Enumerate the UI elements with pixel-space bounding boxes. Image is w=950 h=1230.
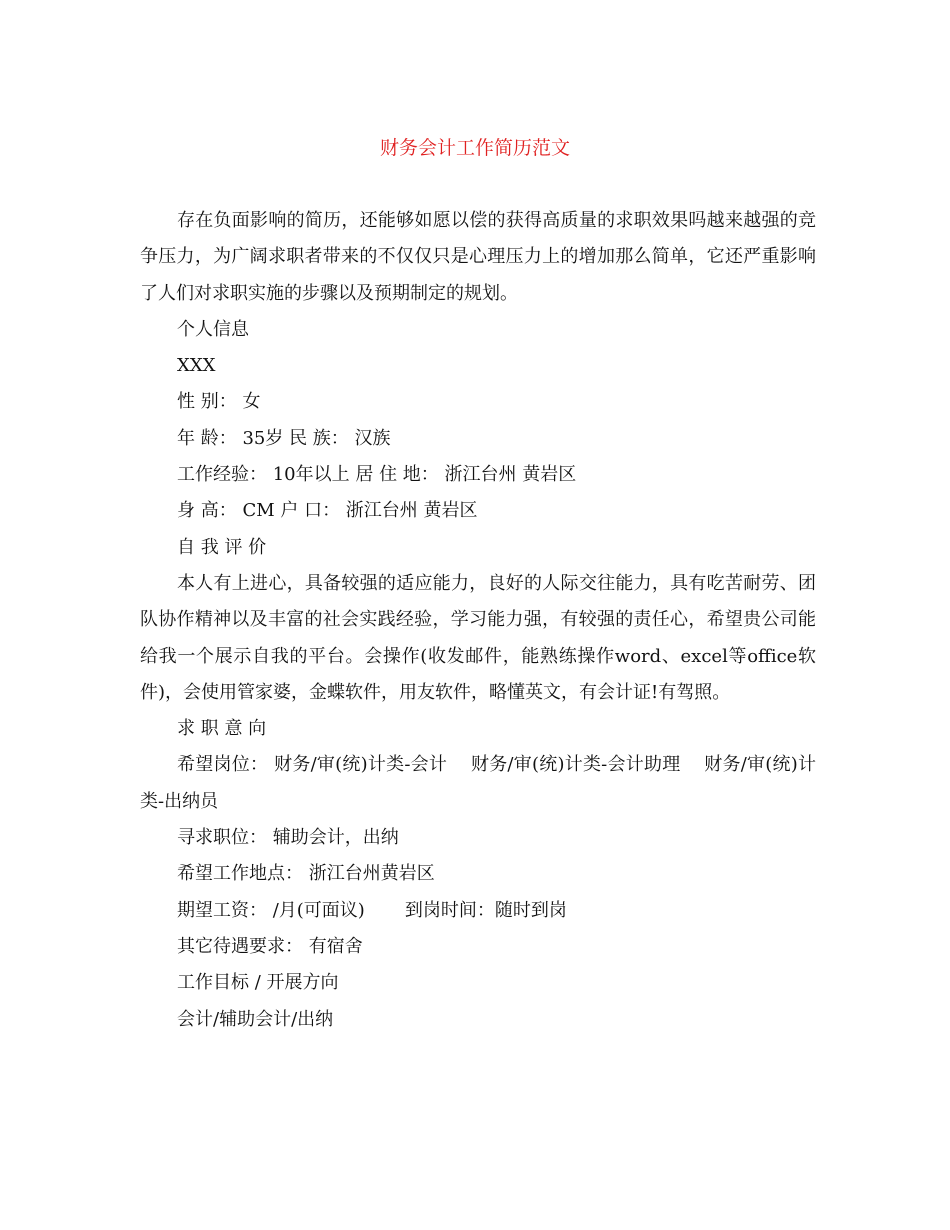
job-intention-heading: 求 职 意 向 [177, 718, 267, 740]
document-body [140, 203, 816, 1038]
personal-info-heading: 个人信息 [177, 318, 249, 340]
seeking-position-line: 寻求职位： 辅助会计，出纳 [177, 827, 399, 849]
name-line: XXX [177, 355, 216, 377]
experience-residence-line: 工作经验： 10年以上 居 住 地： 浙江台州 黄岩区 [177, 464, 577, 486]
intro-paragraph: 存在负面影响的简历，还能够如愿以偿的获得高质量的求职效果吗越来越强的竞争压力，为广阔求职者带来的不仅仅只是心理压力上的增加那么简单，它还严重影响了人们对求职实施的步骤以及预期制定的规划。 [140, 210, 816, 304]
desired-location-line: 希望工作地点： 浙江台州黄岩区 [177, 863, 435, 885]
other-requirements-line: 其它待遇要求： 有宿舍 [177, 935, 363, 957]
height-hukou-line: 身 高： CM 户 口： 浙江台州 黄岩区 [177, 500, 478, 522]
self-evaluation-heading: 自 我 评 价 [177, 536, 267, 558]
desired-positions-line: 希望岗位： 财务/审(统)计类-会计 财务/审(统)计类-会计助理 财务/审(统)计类-出纳员 [140, 754, 816, 812]
document-title: 财务会计工作简历范文 [379, 137, 570, 159]
gender-line: 性 别： 女 [177, 391, 261, 413]
career-goal-heading: 工作目标 / 开展方向 [177, 972, 339, 994]
age-ethnicity-line: 年 龄： 35岁 民 族： 汉族 [177, 427, 391, 449]
salary-availability-line: 期望工资： /月(可面议) 到岗时间：随时到岗 [177, 899, 567, 921]
career-goal-text: 会计/辅助会计/出纳 [177, 1008, 334, 1030]
self-evaluation-text: 本人有上进心，具备较强的适应能力，良好的人际交往能力，具有吃苦耐劳、团队协作精神以及丰富的社会实践经验，学习能力强，有较强的责任心，希望贵公司能给我一个展示自我的平台。会操作(收发邮件，能熟练操作word、excel等office软件)，会使用管家婆，金蝶软件，用友软件，略懂英文，有会计证!有驾照。 [140, 572, 816, 703]
